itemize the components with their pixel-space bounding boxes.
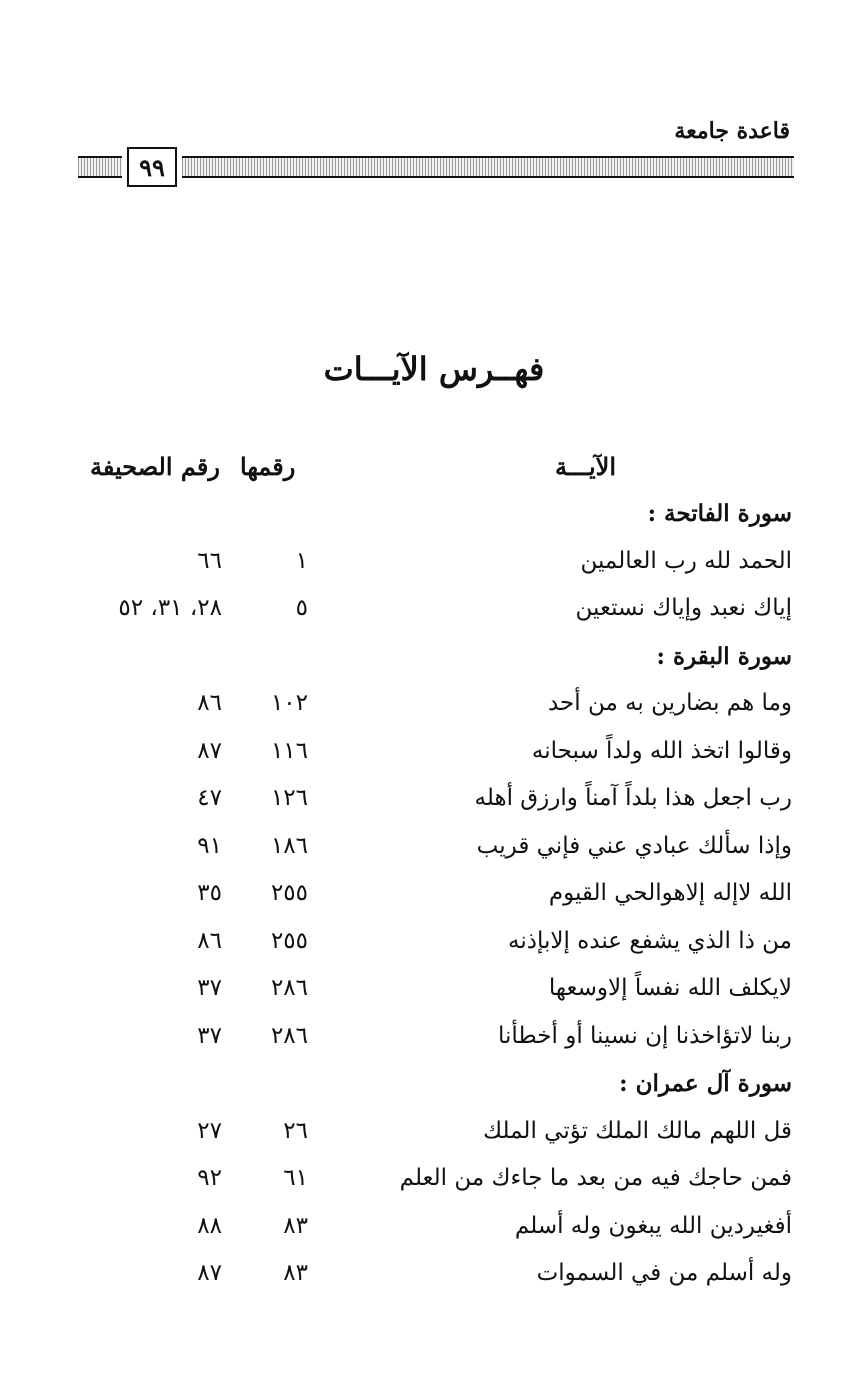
column-header-verse: الآيـــة [555, 452, 616, 481]
verse-number: ١٨٦ [270, 832, 308, 859]
page-refs: ٨٦ [197, 927, 222, 954]
surah-heading [0, 494, 868, 542]
surah-heading [0, 637, 868, 685]
index-row [0, 542, 868, 590]
index-row [0, 1254, 868, 1302]
verse-text: سورة الفاتحة : [647, 500, 792, 527]
verse-text: ربنا لاتؤاخذنا إن نسينا أو أخطأنا [498, 1022, 792, 1049]
page-refs: ٦٦ [197, 547, 222, 574]
page-refs: ٨٨ [197, 1212, 222, 1239]
page-refs: ٤٧ [197, 785, 222, 811]
verse-number: ٨٣ [283, 1260, 308, 1286]
page-refs: ٩١ [197, 832, 222, 859]
index-row [0, 969, 868, 1017]
verse-number: ٢٥٥ [270, 880, 308, 906]
page-refs: ٨٦ [197, 690, 222, 716]
verse-text: إياك نعبد وإياك نستعين [575, 595, 792, 621]
page-refs: ٩٢ [197, 1165, 222, 1191]
verse-text: سورة آل عمران : [619, 1070, 792, 1097]
page-refs: ٢٨، ٣١، ٥٢ [118, 595, 222, 621]
index-row [0, 684, 868, 732]
verse-text: وقالوا اتخذ الله ولداً سبحانه [531, 737, 792, 764]
index-row [0, 1159, 868, 1207]
verse-text: رب اجعل هذا بلداً آمناً وارزق أهله [474, 785, 792, 811]
verse-number: ٢٦ [283, 1117, 308, 1144]
verse-number: ٨٣ [283, 1212, 308, 1239]
index-table [0, 494, 868, 1302]
verse-number: ٢٥٥ [270, 927, 308, 954]
header-rule-right [182, 156, 794, 178]
verse-number: ١ [295, 547, 308, 574]
verse-text: الله لاإله إلاهوالحي القيوم [548, 880, 792, 906]
index-row [0, 779, 868, 827]
index-row [0, 827, 868, 875]
verse-text: قل اللهم مالك الملك تؤتي الملك [483, 1117, 792, 1144]
verse-text: الحمد لله رب العالمين [580, 547, 792, 574]
verse-number: ٢٨٦ [270, 975, 308, 1001]
index-row [0, 732, 868, 780]
verse-text: وله أسلم من في السموات [536, 1260, 792, 1286]
page-refs: ٨٧ [197, 1260, 222, 1286]
page-heading: فهــرس الآيـــات [323, 350, 545, 388]
verse-text: وما هم بضارين به من أحد [547, 690, 792, 716]
column-header-verse-number: رقمها [240, 452, 296, 481]
verse-number: ١٠٢ [270, 690, 308, 716]
verse-text: فمن حاجك فيه من بعد ما جاءك من العلم [399, 1165, 792, 1191]
verse-text: من ذا الذي يشفع عنده إلابإذنه [508, 927, 792, 954]
index-row [0, 589, 868, 637]
verse-number: ١١٦ [270, 737, 308, 764]
surah-heading [0, 1064, 868, 1112]
running-title: قاعدة جامعة [674, 118, 790, 144]
page-refs: ٣٧ [197, 1022, 222, 1049]
header-rule-left [78, 156, 122, 178]
index-row [0, 1112, 868, 1160]
verse-text: لايكلف الله نفساً إلاوسعها [548, 975, 792, 1001]
verse-text: أفغيردين الله يبغون وله أسلم [514, 1212, 792, 1239]
page-number: ٩٩ [127, 147, 177, 187]
verse-number: ٢٨٦ [270, 1022, 308, 1049]
page-refs: ٨٧ [197, 737, 222, 764]
column-header-page-number: رقم الصحيفة [90, 452, 220, 481]
index-row [0, 1207, 868, 1255]
page-refs: ٣٧ [197, 975, 222, 1001]
verse-number: ٦١ [283, 1165, 308, 1191]
page-refs: ٣٥ [197, 880, 222, 906]
index-row [0, 1017, 868, 1065]
page-refs: ٢٧ [197, 1117, 222, 1144]
index-row [0, 922, 868, 970]
verse-text: سورة البقرة : [656, 642, 792, 670]
index-row [0, 874, 868, 922]
verse-text: وإذا سألك عبادي عني فإني قريب [476, 832, 792, 859]
verse-number: ٥ [295, 595, 308, 621]
verse-number: ١٢٦ [270, 785, 308, 811]
